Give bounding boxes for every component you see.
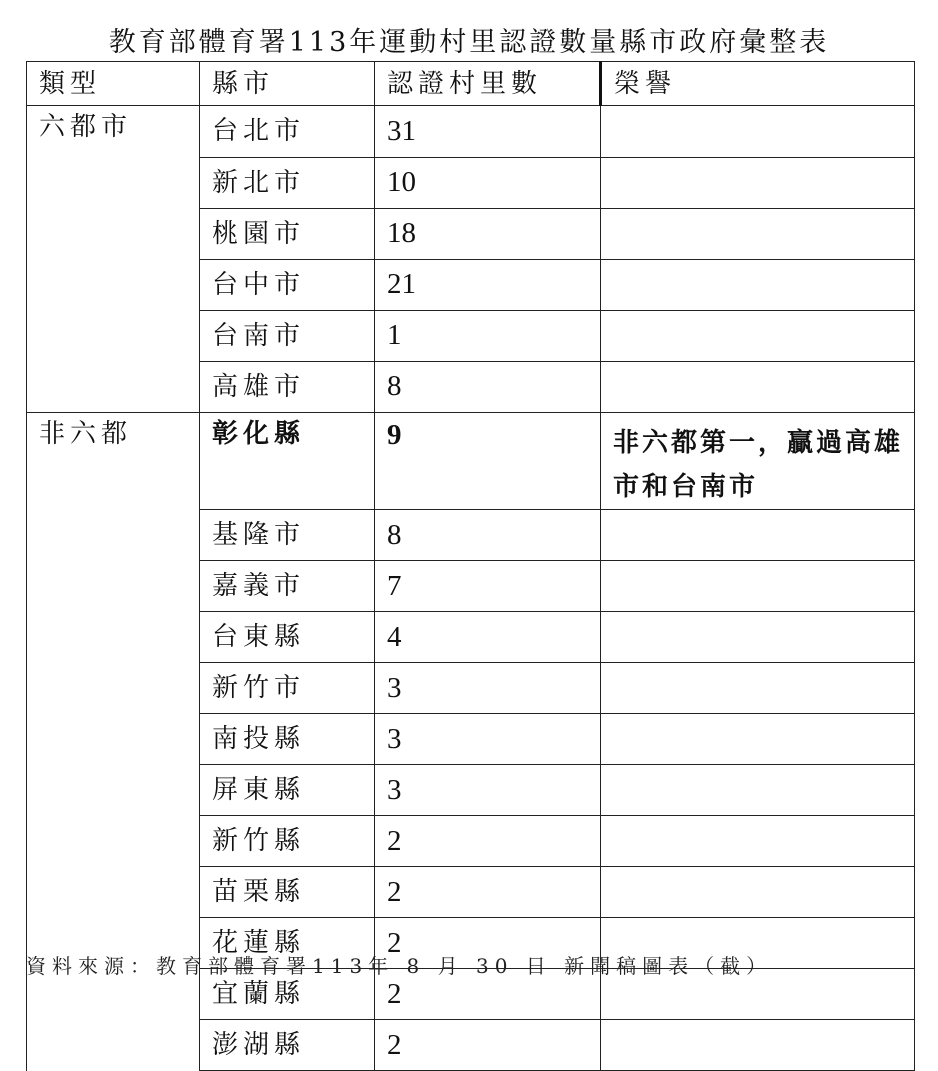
footer-source-note: 資料來源：教育部體育署113年 8 月 30 日 新聞稿圖表（截） (26, 954, 773, 978)
honor-cell (601, 663, 915, 714)
count-cell: 2 (375, 816, 601, 867)
table-row (27, 1020, 915, 1071)
count-cell: 9 (375, 413, 601, 510)
county-cell: 澎湖縣 (200, 1020, 375, 1071)
county-cell: 苗栗縣 (200, 867, 375, 918)
honor-cell: 非六都第一，贏過高雄市和台南市 (601, 413, 915, 510)
table-row (27, 361, 915, 413)
region-cell (27, 208, 200, 259)
region-cell (27, 310, 200, 361)
count-cell: 3 (375, 765, 601, 816)
table-row (27, 106, 915, 158)
table-row (27, 663, 915, 714)
table-row (27, 208, 915, 259)
table-row (27, 714, 915, 765)
header-county: 縣市 (200, 62, 375, 106)
count-cell: 2 (375, 918, 601, 969)
honor-cell (601, 208, 915, 259)
count-cell: 8 (375, 510, 601, 561)
region-cell (27, 259, 200, 310)
count-cell: 2 (375, 969, 601, 1020)
honor-cell (601, 157, 915, 208)
honor-cell (601, 816, 915, 867)
county-cell: 桃園市 (200, 208, 375, 259)
county-cell: 新竹縣 (200, 816, 375, 867)
header-count: 認證村里數 (375, 62, 601, 106)
region-cell (27, 714, 200, 765)
table-row (27, 561, 915, 612)
header-type: 類型 (27, 62, 200, 106)
table-row (27, 157, 915, 208)
count-cell: 31 (375, 106, 601, 158)
region-cell: 非六都 (27, 413, 200, 510)
table-row (27, 867, 915, 918)
county-cell: 基隆市 (200, 510, 375, 561)
honor-cell (601, 106, 915, 158)
count-cell: 8 (375, 361, 601, 413)
table-header-row (27, 62, 915, 106)
county-cell: 彰化縣 (200, 413, 375, 510)
count-cell: 3 (375, 663, 601, 714)
count-cell: 1 (375, 310, 601, 361)
table-row (27, 310, 915, 361)
table-row (27, 612, 915, 663)
count-cell: 10 (375, 157, 601, 208)
county-cell: 屏東縣 (200, 765, 375, 816)
count-cell: 3 (375, 714, 601, 765)
region-cell (27, 816, 200, 867)
county-cell: 嘉義市 (200, 561, 375, 612)
county-cell: 南投縣 (200, 714, 375, 765)
region-cell (27, 867, 200, 918)
region-cell (27, 561, 200, 612)
region-cell (27, 510, 200, 561)
county-cell: 台中市 (200, 259, 375, 310)
honor-cell (601, 561, 915, 612)
county-cell: 台南市 (200, 310, 375, 361)
header-honor: 榮譽 (601, 62, 915, 106)
region-cell (27, 1020, 200, 1071)
county-cell: 新北市 (200, 157, 375, 208)
honor-cell (601, 259, 915, 310)
region-cell (27, 612, 200, 663)
honor-cell (601, 510, 915, 561)
count-cell: 18 (375, 208, 601, 259)
county-cell: 高雄市 (200, 361, 375, 413)
region-cell (27, 361, 200, 413)
count-cell: 21 (375, 259, 601, 310)
honor-cell (601, 612, 915, 663)
region-cell (27, 765, 200, 816)
county-cell: 花蓮縣 (200, 918, 375, 969)
county-cell: 台東縣 (200, 612, 375, 663)
table-row (27, 259, 915, 310)
table-row (27, 413, 915, 510)
region-cell: 六都市 (27, 106, 200, 158)
table-row (27, 510, 915, 561)
honor-cell (601, 867, 915, 918)
certification-table (26, 61, 915, 1071)
honor-cell (601, 765, 915, 816)
table-row (27, 765, 915, 816)
count-cell: 2 (375, 1020, 601, 1071)
county-cell: 台北市 (200, 106, 375, 158)
count-cell: 4 (375, 612, 601, 663)
honor-cell (601, 714, 915, 765)
honor-cell (601, 310, 915, 361)
honor-cell (601, 361, 915, 413)
table-row (27, 816, 915, 867)
honor-cell (601, 1020, 915, 1071)
county-cell: 新竹市 (200, 663, 375, 714)
count-cell: 7 (375, 561, 601, 612)
count-cell: 2 (375, 867, 601, 918)
region-cell (27, 157, 200, 208)
region-cell (27, 663, 200, 714)
county-cell: 宜蘭縣 (200, 969, 375, 1020)
table-title: 教育部體育署113年運動村里認證數量縣市政府彙整表 (108, 27, 830, 58)
